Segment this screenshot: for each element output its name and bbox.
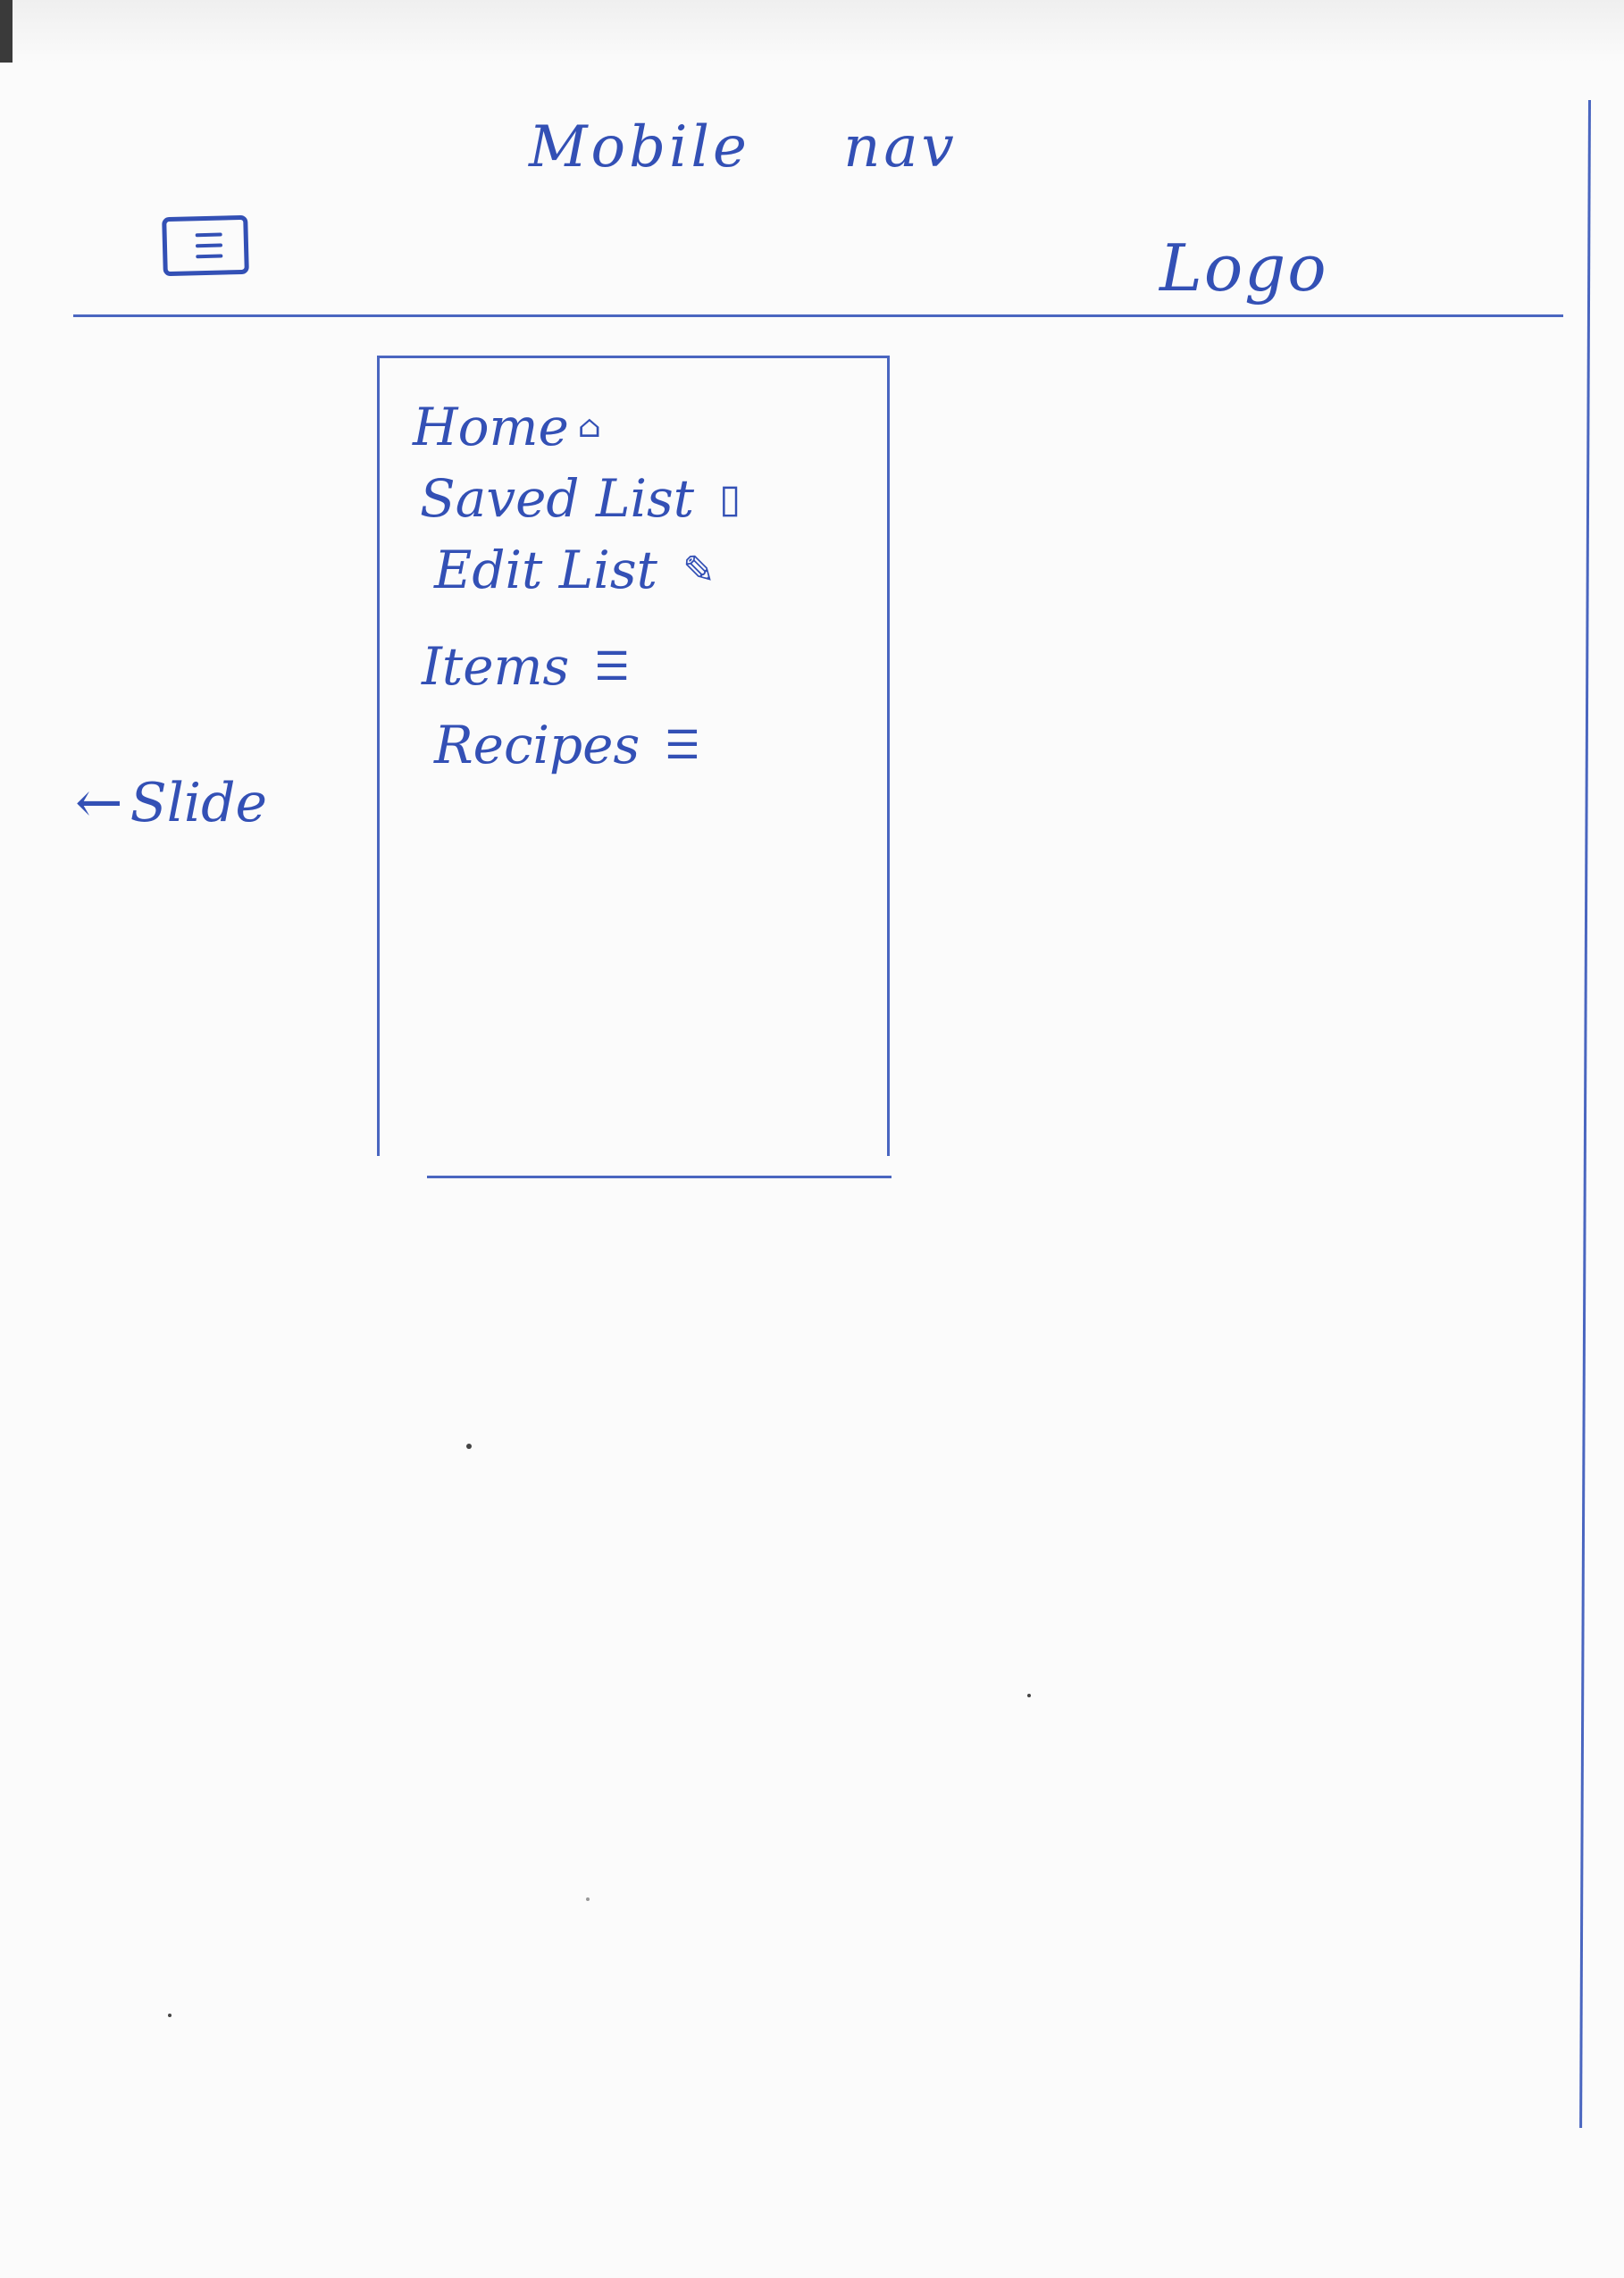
header-divider — [73, 314, 1563, 317]
screen-edge-line — [1579, 100, 1591, 2128]
nav-item-label: Home — [413, 397, 569, 457]
nav-item-home[interactable] — [413, 397, 601, 457]
scan-edge — [0, 0, 13, 63]
nav-item-edit-list[interactable] — [434, 540, 716, 600]
logo[interactable]: Logo — [1159, 230, 1328, 306]
slide-annotation-label: Slide — [130, 772, 268, 834]
nav-item-label: Saved List — [420, 468, 695, 529]
nav-drawer-bottom-edge — [427, 1176, 892, 1178]
nav-item-saved-list[interactable] — [420, 468, 741, 529]
list-icon: ☰ — [594, 643, 630, 690]
bookmark-icon: ▯ — [719, 475, 741, 522]
scan-shadow — [13, 0, 1624, 63]
nav-item-items[interactable] — [422, 636, 630, 697]
nav-item-label: Recipes — [434, 715, 640, 775]
hamburger-icon-bar — [196, 244, 222, 248]
pencil-icon: ✎ — [682, 547, 716, 593]
nav-item-label: Items — [422, 636, 570, 697]
hamburger-icon-bar — [196, 233, 222, 238]
scan-speck — [586, 1897, 590, 1901]
hamburger-menu-button[interactable] — [162, 215, 249, 276]
scan-speck — [1027, 1694, 1031, 1697]
nav-item-recipes[interactable] — [434, 715, 700, 775]
slide-annotation — [75, 770, 267, 836]
hamburger-icon-bar — [196, 254, 222, 258]
nav-item-label: Edit List — [434, 540, 657, 600]
page-title: Mobile nav — [529, 114, 958, 180]
arrow-left-icon: ← — [75, 770, 123, 836]
home-icon: ⌂ — [577, 409, 601, 445]
scan-speck — [466, 1444, 472, 1449]
scan-speck — [168, 2014, 172, 2017]
list-icon: ☰ — [665, 722, 700, 768]
